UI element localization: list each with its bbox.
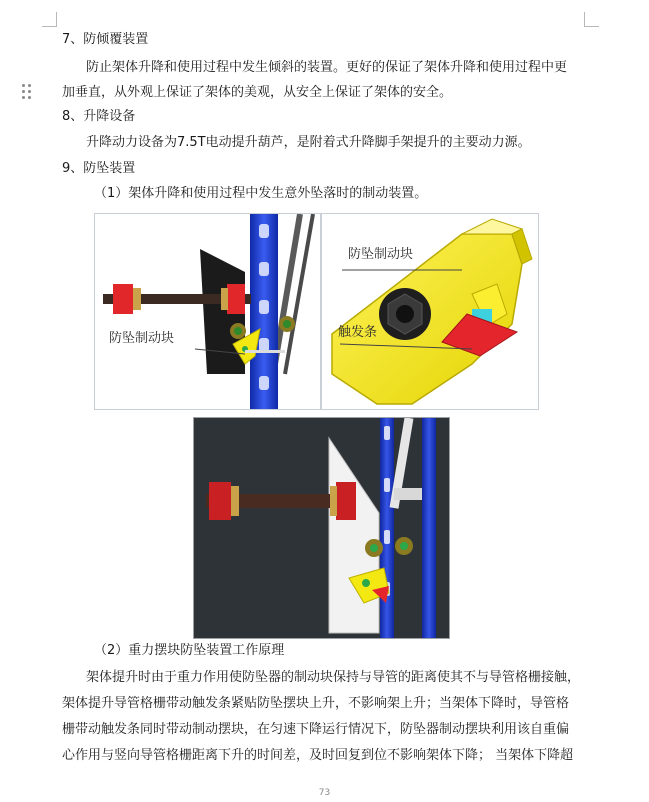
label-anti-fall-block-closeup: 防坠制动块 — [348, 247, 414, 262]
figure-anti-fall-render-dark — [193, 417, 450, 639]
paragraph-line: 架体提升导管格栅带动触发条紧贴防坠摆块上升，不影响架上升；当架体下降时，导管格 — [62, 696, 570, 711]
drag-handle-icon[interactable] — [22, 84, 32, 100]
figure-anti-fall-assembly — [94, 213, 321, 410]
sub-heading-working-principle: （2）重力摆块防坠装置工作原理 — [94, 643, 285, 658]
sub-heading-braking-device: （1）架体升降和使用过程中发生意外坠落时的制动装置。 — [94, 186, 428, 201]
page-number: 73 — [318, 788, 331, 798]
paragraph-line: 心作用与竖向导管格栅距离下升的时间差，及时回复到位不影响架体下降； 当架体下降超 — [62, 748, 574, 763]
label-trigger-strip: 触发条 — [338, 325, 378, 340]
paragraph-line: 架体提升时由于重力作用使防坠器的制动块保持与导管的距离使其不与导管格栅接触， — [86, 670, 581, 685]
paragraph-line: 升降动力设备为7.5T电动提升葫芦，是附着式升降脚手架提升的主要动力源。 — [86, 135, 531, 150]
heading-lifting-equipment: 8、升降设备 — [62, 109, 136, 124]
margin-corner-top-right — [584, 12, 599, 27]
heading-anti-overturn: 7、防倾覆装置 — [62, 32, 149, 47]
heading-anti-fall-device: 9、防坠装置 — [62, 161, 136, 176]
paragraph-line: 栅带动触发条同时带动制动摆块，在匀速下降运行情况下，防坠器制动摆块利用该自重偏 — [62, 722, 570, 737]
label-anti-fall-block: 防坠制动块 — [109, 331, 175, 346]
paragraph-line: 防止架体升降和使用过程中发生倾斜的装置。更好的保证了架体升降和使用过程中更 — [86, 60, 568, 75]
figure-brake-block-closeup — [321, 213, 539, 410]
paragraph-line: 加垂直，从外观上保证了架体的美观，从安全上保证了架体的安全。 — [62, 85, 453, 100]
margin-corner-top-left — [42, 12, 57, 27]
